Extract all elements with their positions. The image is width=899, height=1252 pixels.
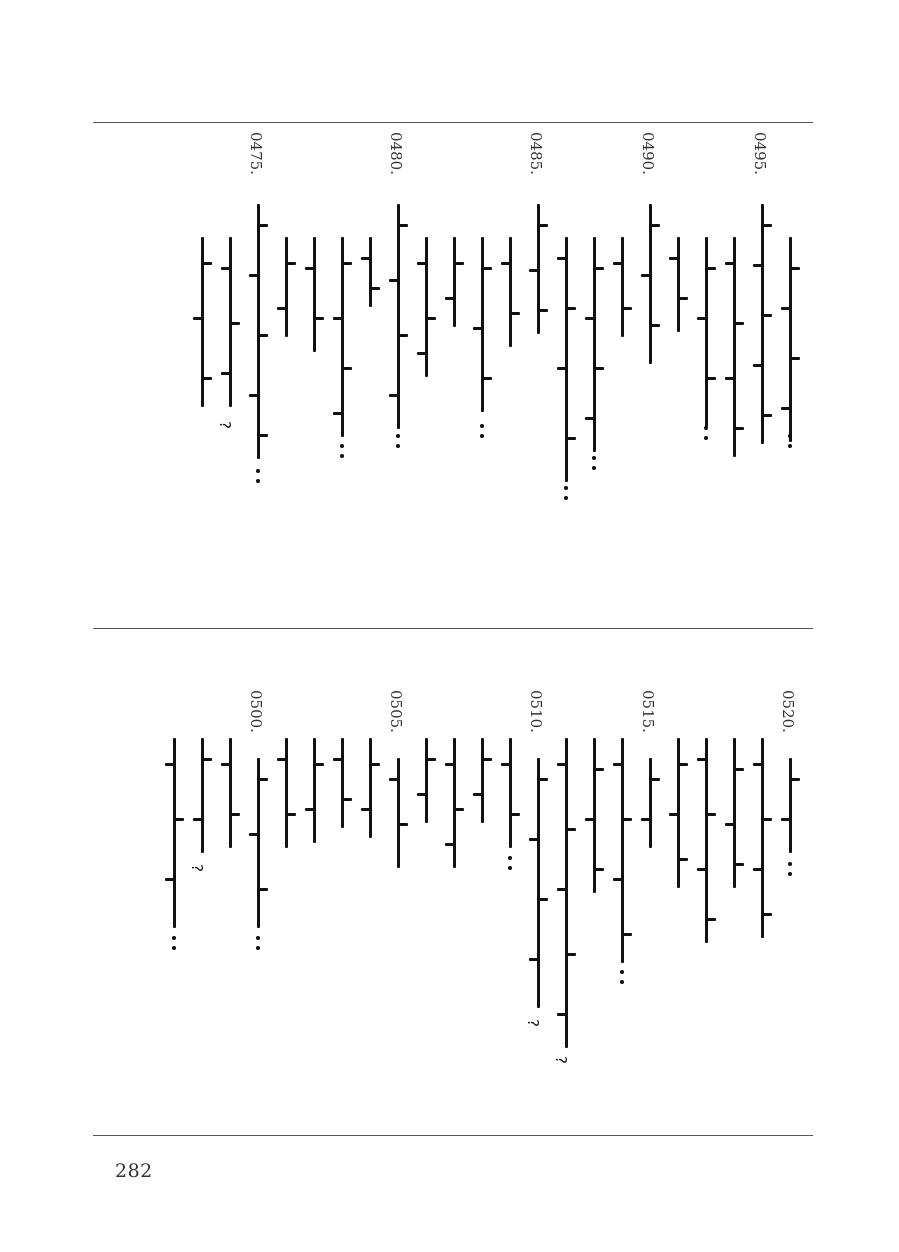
punctuation: [560, 484, 572, 506]
text-column: [357, 690, 383, 1130]
mongolian-script-line: [303, 738, 325, 843]
text-column: [301, 132, 327, 572]
mongolian-script-line: [387, 758, 409, 868]
entry-number: 0495.: [751, 132, 769, 175]
text-column: [273, 690, 299, 1130]
text-column: [189, 690, 215, 1130]
mongolian-script-line: [555, 237, 577, 482]
entry-column: [385, 690, 411, 1130]
mongolian-script-line: [331, 738, 353, 828]
text-column: [469, 132, 495, 572]
mongolian-script-line: [611, 738, 633, 963]
question-mark: ?: [551, 1056, 570, 1064]
mongolian-script-line: [639, 204, 661, 364]
text-column: [413, 132, 439, 572]
mongolian-script-line: [471, 237, 493, 412]
punctuation: [588, 454, 600, 476]
text-column: [553, 132, 579, 572]
bottom-section: [93, 690, 813, 1130]
question-mark: ?: [523, 1019, 542, 1027]
text-column: [581, 132, 607, 572]
mongolian-script-line: [751, 738, 773, 938]
mongolian-script-line: [275, 237, 297, 337]
text-column: [721, 132, 747, 572]
mongolian-script-line: [695, 237, 717, 427]
text-column: [413, 690, 439, 1130]
mongolian-script-line: [443, 237, 465, 327]
mongolian-script-line: [583, 738, 605, 893]
mongolian-script-line: [723, 738, 745, 888]
text-column: [441, 690, 467, 1130]
text-column: [609, 132, 635, 572]
mongolian-script-line: [555, 738, 577, 1048]
entry-number: 0480.: [387, 132, 405, 175]
mongolian-script-line: [219, 738, 241, 848]
mongolian-script-line: [639, 758, 661, 848]
text-column: [693, 690, 719, 1130]
bottom-rule: [93, 1135, 813, 1136]
punctuation: [392, 432, 404, 454]
mongolian-script-line: [471, 738, 493, 823]
text-column: [665, 132, 691, 572]
entry-column: [749, 132, 775, 572]
mongolian-script-line: [499, 738, 521, 848]
punctuation: [252, 467, 264, 489]
punctuation: [476, 422, 488, 444]
mongolian-script-line: [247, 758, 269, 928]
mongolian-script-line: [247, 204, 269, 459]
punctuation: [168, 934, 180, 956]
entry-number: 0490.: [639, 132, 657, 175]
question-mark: ?: [187, 864, 206, 872]
entry-number: 0510.: [527, 690, 545, 733]
mongolian-script-line: [275, 738, 297, 848]
text-column: [217, 690, 243, 1130]
punctuation: [252, 934, 264, 956]
entry-number: 0520.: [779, 690, 797, 733]
mongolian-script-line: [667, 738, 689, 888]
mongolian-script-line: [443, 738, 465, 868]
mongolian-script-line: [499, 237, 521, 347]
entry-number: 0505.: [387, 690, 405, 733]
text-column: [329, 690, 355, 1130]
entry-column: [637, 690, 663, 1130]
mongolian-script-line: [723, 237, 745, 457]
text-column: [161, 690, 187, 1130]
text-column: [329, 132, 355, 572]
entry-column: [637, 132, 663, 572]
mongolian-script-line: [387, 204, 409, 429]
mongolian-script-line: [219, 237, 241, 407]
text-column: [189, 132, 215, 572]
punctuation: [616, 968, 628, 990]
text-column: [609, 690, 635, 1130]
text-column: [217, 132, 243, 572]
text-column: [581, 690, 607, 1130]
text-column: [553, 690, 579, 1130]
entry-column: [245, 132, 271, 572]
mongolian-script-line: [415, 237, 437, 377]
text-column: [693, 132, 719, 572]
punctuation: [784, 432, 796, 454]
text-column: [665, 690, 691, 1130]
mongolian-script-line: [359, 237, 381, 307]
entry-column: [245, 690, 271, 1130]
mongolian-script-line: [191, 738, 213, 853]
mongolian-script-line: [667, 237, 689, 332]
entry-number: 0500.: [247, 690, 265, 733]
punctuation: [784, 860, 796, 882]
mongolian-script-line: [583, 237, 605, 452]
mongolian-script-line: [191, 237, 213, 407]
mongolian-script-line: [331, 237, 353, 437]
mongolian-script-line: [359, 738, 381, 838]
punctuation: [336, 442, 348, 464]
mongolian-script-line: [415, 738, 437, 823]
text-column: [497, 132, 523, 572]
text-column: [357, 132, 383, 572]
entry-number: 0475.: [247, 132, 265, 175]
text-column: [441, 132, 467, 572]
text-column: [749, 690, 775, 1130]
text-column: [777, 132, 803, 452]
text-column: [273, 132, 299, 572]
top-rule: [93, 122, 813, 123]
entry-column: [525, 690, 551, 1130]
punctuation: [504, 854, 516, 876]
entry-column: [385, 132, 411, 572]
mongolian-script-line: [751, 204, 773, 444]
top-section: [93, 132, 813, 602]
mongolian-script-line: [527, 758, 549, 1008]
middle-rule: [93, 628, 813, 629]
entry-number: 0485.: [527, 132, 545, 175]
text-column: [469, 690, 495, 1130]
text-column: [301, 690, 327, 1130]
mongolian-script-line: [779, 758, 801, 853]
punctuation: [700, 424, 712, 446]
question-mark: ?: [215, 421, 234, 429]
entry-column: [525, 132, 551, 572]
mongolian-script-line: [163, 738, 185, 928]
mongolian-script-line: [695, 738, 717, 943]
mongolian-script-line: [303, 237, 325, 352]
mongolian-script-line: [779, 237, 801, 442]
mongolian-script-line: [611, 237, 633, 337]
text-column: [721, 690, 747, 1130]
text-column: [497, 690, 523, 1130]
page-number: 282: [115, 1160, 153, 1182]
entry-column: [777, 690, 803, 1130]
entry-number: 0515.: [639, 690, 657, 733]
mongolian-script-line: [527, 204, 549, 334]
